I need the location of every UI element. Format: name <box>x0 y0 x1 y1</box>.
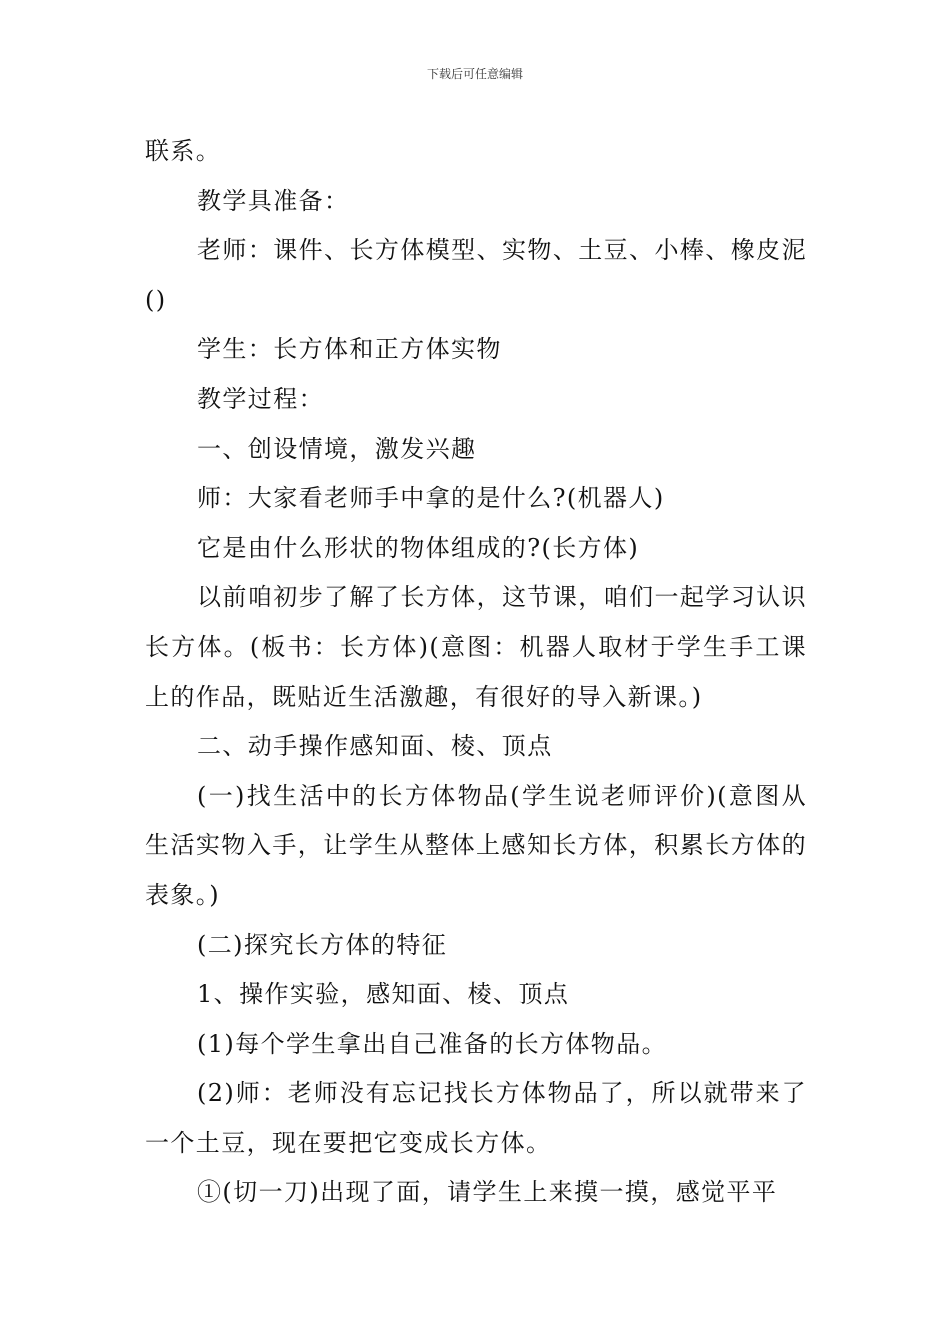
document-body <box>145 127 807 1218</box>
paragraph: 以前咱初步了解了长方体，这节课，咱们一起学习认识长方体。(板书：长方体)(意图：机器人取材于学生手工课上的作品，既贴近生活激趣，有很好的导入新课。) <box>145 583 807 711</box>
page-header: 下载后可任意编辑 <box>426 67 523 81</box>
paragraph: 老师：课件、长方体模型、实物、土豆、小棒、橡皮泥() <box>145 236 807 314</box>
section-heading: 一、创设情境，激发兴趣 <box>197 434 477 463</box>
paragraph: (一)找生活中的长方体物品(学生说老师评价)(意图从生活实物入手，让学生从整体上感知长方体，积累长方体的表象。) <box>145 781 807 909</box>
paragraph: 教学具准备： <box>197 186 350 215</box>
paragraph: 它是由什么形状的物体组成的?(长方体) <box>197 533 640 562</box>
paragraph: (1)每个学生拿出自己准备的长方体物品。 <box>197 1029 667 1058</box>
paragraph: 学生：长方体和正方体实物 <box>197 335 502 364</box>
paragraph: 师：大家看老师手中拿的是什么?(机器人) <box>197 484 665 513</box>
paragraph: 教学过程： <box>197 384 324 413</box>
paragraph: ①(切一刀)出现了面，请学生上来摸一摸，感觉平平 <box>197 1178 778 1207</box>
subsection-heading: (二)探究长方体的特征 <box>197 930 448 959</box>
paragraph: 联系。 <box>145 137 222 165</box>
paragraph: 1、操作实验，感知面、棱、顶点 <box>197 980 570 1009</box>
paragraph: (2)师：老师没有忘记找长方体物品了，所以就带来了一个土豆，现在要把它变成长方体。 <box>145 1079 807 1157</box>
section-heading: 二、动手操作感知面、棱、顶点 <box>197 732 553 761</box>
